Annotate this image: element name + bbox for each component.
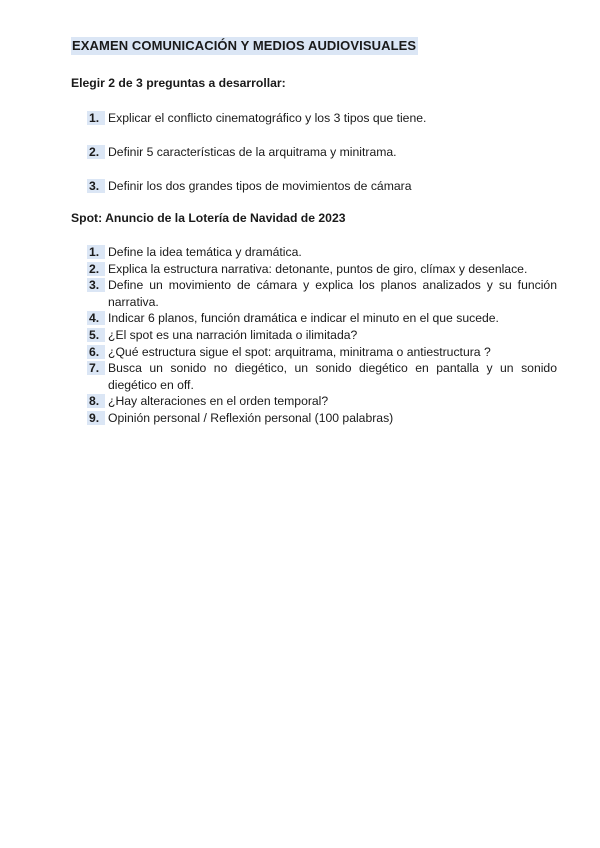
list-item-text: Busca un sonido no diegético, un sonido diegético en pantalla y un sonido diegético en off.: [108, 361, 557, 392]
list-number: 3.: [87, 277, 108, 310]
list-number: 8.: [87, 393, 108, 410]
list-number: 5.: [87, 327, 108, 344]
list-item-text: Define un movimiento de cámara y explica los planos analizados y su función narrativa.: [108, 278, 557, 309]
list-number: 6.: [87, 344, 108, 361]
list-item-text: ¿Qué estructura sigue el spot: arquitrama, minitrama o antiestructura ?: [108, 344, 491, 359]
list-number: 2.: [87, 144, 108, 161]
list-item: [87, 344, 557, 361]
list-item: [87, 310, 557, 327]
list-number: 1.: [87, 110, 108, 127]
list-item: [87, 244, 557, 261]
list-item-text: ¿Hay alteraciones en el orden temporal?: [108, 394, 329, 409]
list-item-text: Explica la estructura narrativa: detonante, puntos de giro, clímax y desenlace.: [108, 261, 528, 276]
list-number: 4.: [87, 310, 108, 327]
section1-question-list: [87, 110, 557, 211]
list-item: [87, 393, 557, 410]
list-item: [87, 178, 557, 195]
section1-heading: Elegir 2 de 3 preguntas a desarrollar:: [71, 76, 286, 90]
list-item-text: Definir 5 características de la arquitrama y minitrama.: [108, 144, 397, 159]
list-item: [87, 277, 557, 310]
list-item: [87, 360, 557, 393]
list-item: [87, 327, 557, 344]
list-item: [87, 144, 557, 161]
list-item: [87, 410, 557, 427]
list-number: 1.: [87, 244, 108, 261]
list-item-text: Opinión personal / Reflexión personal (100 palabras): [108, 410, 394, 425]
list-number: 3.: [87, 178, 108, 195]
list-item: [87, 110, 557, 127]
section2-question-list: [87, 244, 557, 427]
list-item: [87, 261, 557, 278]
list-item-text: Define la idea temática y dramática.: [108, 245, 302, 259]
list-item-text: Indicar 6 planos, función dramática e indicar el minuto en el que sucede.: [108, 311, 499, 326]
list-number: 7.: [87, 360, 108, 393]
document-title: EXAMEN COMUNICACIÓN Y MEDIOS AUDIOVISUALES: [72, 38, 417, 53]
list-item-text: Definir los dos grandes tipos de movimientos de cámara: [108, 178, 412, 193]
list-item-text: Explicar el conflicto cinematográfico y los 3 tipos que tiene.: [108, 111, 427, 125]
list-item-text: ¿El spot es una narración limitada o ilimitada?: [108, 327, 358, 342]
list-number: 2.: [87, 261, 108, 278]
list-number: 9.: [87, 410, 108, 427]
section2-heading: Spot: Anuncio de la Lotería de Navidad de 2023: [71, 211, 346, 225]
